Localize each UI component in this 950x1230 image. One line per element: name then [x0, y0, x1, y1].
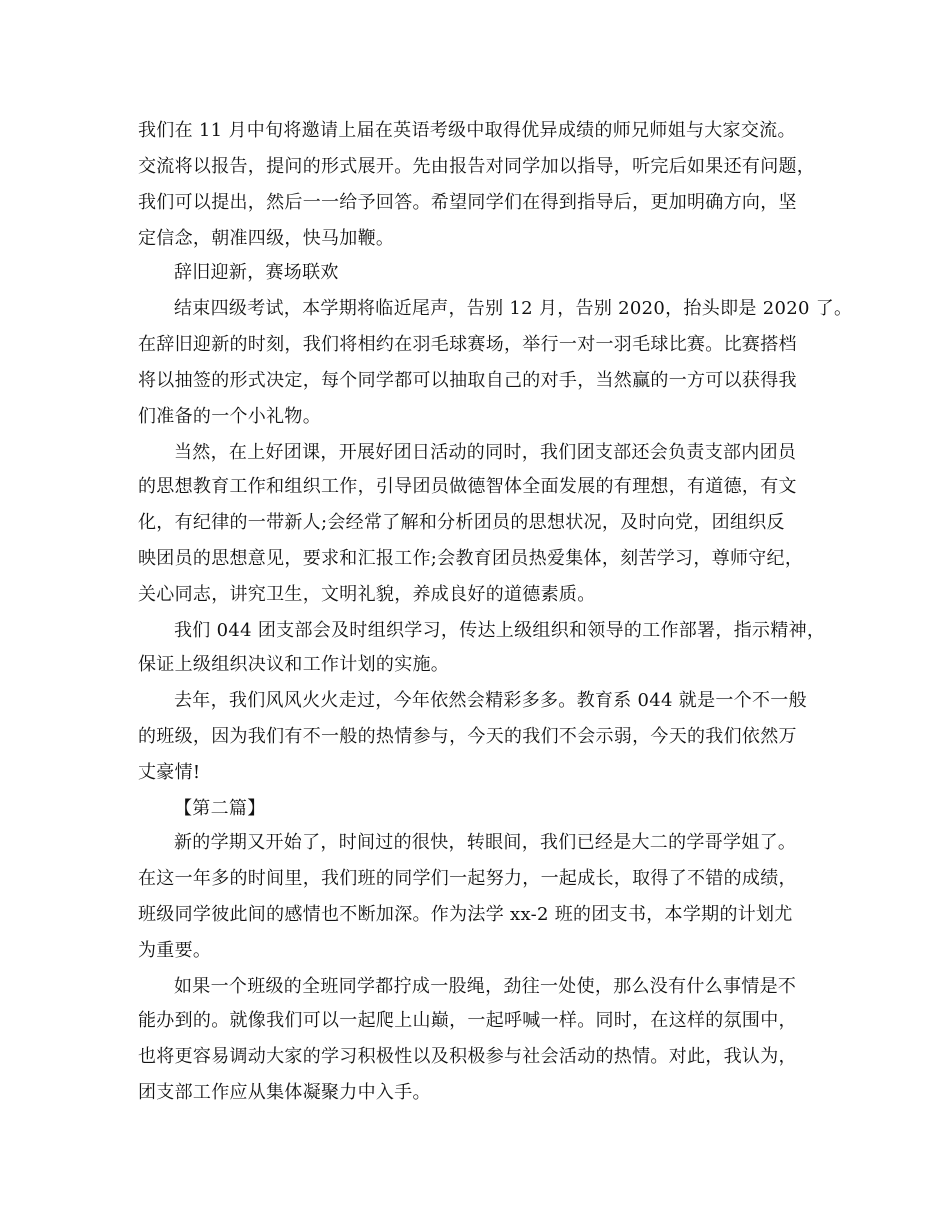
text-line: 的思想教育工作和组织工作，引导团员做德智体全面发展的有理想，有道德，有文 — [138, 476, 797, 497]
text-line: 关心同志，讲究卫生，文明礼貌，养成良好的道德素质。 — [138, 584, 596, 605]
text-line: 化，有纪律的一带新人;会经常了解和分析团员的思想状况，及时向党，团组织反 — [138, 512, 785, 533]
text-line: 班级同学彼此间的感情也不断加深。作为法学 xx-2 班的团支书，本学期的计划尤 — [138, 904, 793, 925]
text-line: 团支部工作应从集体凝聚力中入手。 — [138, 1082, 431, 1103]
text-line: 为重要。 — [138, 940, 212, 961]
text-line: 也将更容易调动大家的学习积极性以及积极参与社会活动的热情。对此，我认为， — [138, 1046, 797, 1067]
text-line: 去年，我们风风火火走过，今年依然会精彩多多。教育系 044 就是一个不一般 — [174, 690, 807, 711]
text-line: 将以抽签的形式决定，每个同学都可以抽取自己的对手，当然赢的一方可以获得我 — [138, 370, 797, 391]
text-line: 结束四级考试，本学期将临近尾声，告别 12 月，告别 2020，抬头即是 2020 了。 — [174, 298, 853, 319]
text-line: 映团员的思想意见，要求和汇报工作;会教育团员热爱集体，刻苦学习，尊师守纪， — [138, 548, 804, 569]
text-line: 能办到的。就像我们可以一起爬上山巅，一起呼喊一样。同时，在这样的氛围中， — [138, 1010, 797, 1031]
text-line: 我们可以提出，然后一一给予回答。希望同学们在得到指导后，更加明确方向，坚 — [138, 192, 797, 213]
text-line: 交流将以报告，提问的形式展开。先由报告对同学加以指导，听完后如果还有问题， — [138, 156, 816, 177]
text-line: 在这一年多的时间里，我们班的同学们一起努力，一起成长，取得了不错的成绩， — [138, 868, 797, 889]
text-line: 新的学期又开始了，时间过的很快，转眼间，我们已经是大二的学哥学姐了。 — [174, 832, 797, 853]
text-line: 我们在 11 月中旬将邀请上届在英语考级中取得优异成绩的师兄师姐与大家交流。 — [138, 120, 796, 141]
text-line: 的班级，因为我们有不一般的热情参与，今天的我们不会示弱，今天的我们依然万 — [138, 726, 797, 747]
text-line: 当然，在上好团课，开展好团日活动的同时，我们团支部还会负责支部内团员 — [174, 442, 797, 463]
text-line: 丈豪情! — [138, 762, 201, 783]
text-line: 在辞旧迎新的时刻，我们将相约在羽毛球赛场，举行一对一羽毛球比赛。比赛搭档 — [138, 334, 797, 355]
text-line: 定信念，朝准四级，快马加鞭。 — [138, 228, 395, 249]
text-line: 如果一个班级的全班同学都拧成一股绳，劲往一处使，那么没有什么事情是不 — [174, 976, 797, 997]
text-line: 们准备的一个小礼物。 — [138, 406, 321, 427]
section-heading: 辞旧迎新，赛场联欢 — [174, 262, 339, 283]
text-line: 我们 044 团支部会及时组织学习，传达上级组织和领导的工作部署，指示精神， — [174, 620, 826, 641]
text-line: 保证上级组织决议和工作计划的实施。 — [138, 654, 450, 675]
section-heading: 【第二篇】 — [174, 798, 266, 819]
